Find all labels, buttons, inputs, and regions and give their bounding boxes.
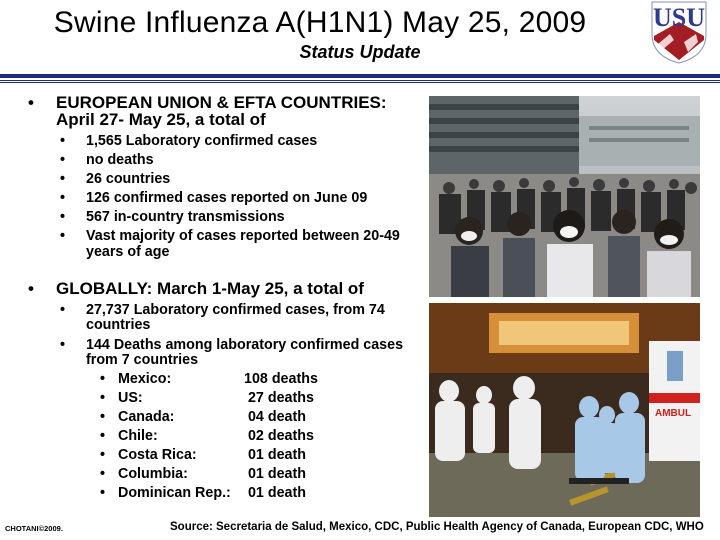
eu-item: • 567 in-country transmissions xyxy=(60,209,285,225)
country-row: • Chile: 02 deaths xyxy=(100,428,314,444)
usu-logo xyxy=(648,0,710,64)
global-item-cases: • 27,737 Laboratory confirmed cases, from 74 countries xyxy=(60,302,385,333)
source-citation: Source: Secretaria de Salud, Mexico, CDC, Public Health Agency of Canada, European CDC, WHO xyxy=(170,521,704,533)
country-row: • Columbia: 01 death xyxy=(100,466,306,482)
eu-item: • 26 countries xyxy=(60,171,171,187)
protective-suits-photo xyxy=(429,303,700,517)
global-heading: • GLOBALLY: March 1-May 25, a total of xyxy=(28,279,364,298)
slide-title: Swine Influenza A(H1N1) May 25, 2009 xyxy=(53,6,587,39)
eu-item-continuation: years of age xyxy=(86,244,170,260)
header-rule-thin xyxy=(0,80,720,81)
country-row: • Dominican Rep.: 01 death xyxy=(100,485,306,501)
slide-subtitle: Status Update xyxy=(299,42,421,62)
bullet-icon: • xyxy=(28,93,34,112)
copyright-text: CHOTANI©2009. xyxy=(5,524,63,533)
header-rule-thin-2 xyxy=(0,82,720,83)
country-row: • Costa Rica: 01 death xyxy=(100,447,306,463)
bullet-icon: • xyxy=(28,279,34,298)
global-item-deaths: • 144 Deaths among laboratory confirmed cases from 7 countries xyxy=(60,337,404,368)
eu-item: • Vast majority of cases reported between 20-49 xyxy=(60,228,400,244)
eu-heading: • EUROPEAN UNION & EFTA COUNTRIES: April 27- May 25, a total of xyxy=(28,93,387,129)
country-row: • Mexico: 108 deaths xyxy=(100,371,318,387)
country-row: • Canada: 04 death xyxy=(100,409,306,425)
eu-item: • 126 confirmed cases reported on June 09 xyxy=(60,190,368,206)
svg-text:AMBUL: AMBUL xyxy=(655,408,692,419)
crowd-masks-photo xyxy=(429,96,700,297)
eu-item: • no deaths xyxy=(60,152,154,168)
svg-text:USU: USU xyxy=(652,3,706,32)
header-rule-thick xyxy=(0,74,720,78)
slide-body xyxy=(0,94,430,501)
eu-item: • 1,565 Laboratory confirmed cases xyxy=(60,133,318,149)
country-row: • US: 27 deaths xyxy=(100,390,314,406)
